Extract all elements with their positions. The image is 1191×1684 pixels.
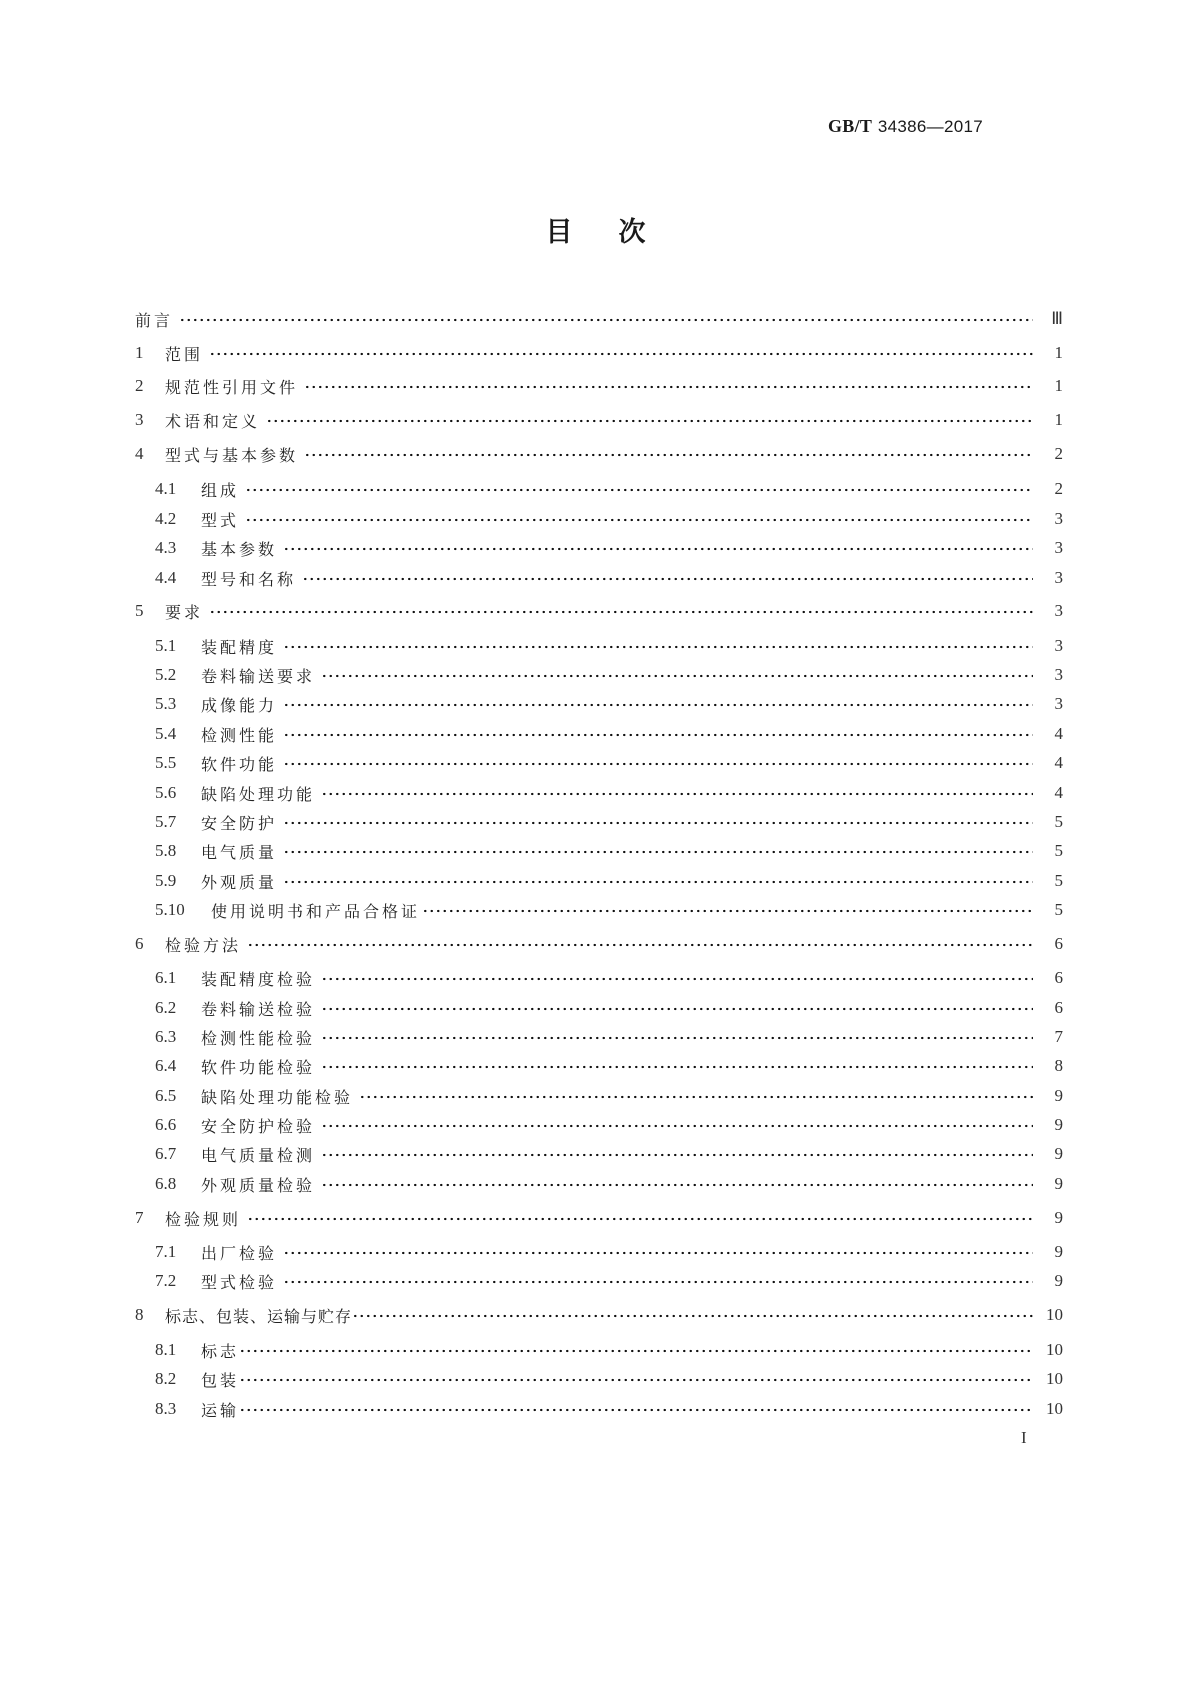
dot-leader [321, 672, 1033, 680]
toc-page: 3 [1054, 568, 1063, 587]
toc-label: 电气质量检测 [201, 1145, 316, 1165]
toc-number: 7.2 [155, 1271, 177, 1290]
dot-leader [321, 1005, 1033, 1013]
toc-page: 5 [1054, 900, 1063, 919]
toc-page: 3 [1054, 665, 1063, 684]
toc-number: 4.3 [155, 538, 177, 557]
toc-number: 6.4 [155, 1056, 177, 1075]
toc-number: 1 [135, 343, 144, 362]
toc-page: 5 [1054, 871, 1063, 890]
toc-number: 2 [135, 376, 144, 395]
toc-number: 4.1 [155, 479, 177, 498]
toc-number: 5.7 [155, 812, 177, 831]
toc-number: 5.1 [155, 636, 177, 655]
standard-number: 34386—2017 [877, 117, 983, 136]
toc-label: 检验规则 [165, 1209, 242, 1229]
toc-page: 5 [1054, 812, 1063, 831]
dot-leader [247, 1215, 1033, 1223]
toc-label: 成像能力 [201, 695, 278, 715]
dot-leader [422, 907, 1033, 915]
toc-entry[interactable] [135, 1269, 1063, 1293]
toc-label: 外观质量检验 [201, 1175, 316, 1195]
dot-leader [304, 451, 1033, 459]
toc-label: 型号和名称 [201, 569, 297, 589]
toc-number: 5.10 [155, 900, 185, 919]
toc-label: 要求 [165, 602, 204, 622]
dot-leader [283, 545, 1033, 553]
toc-entry[interactable] [135, 966, 1063, 990]
toc-entry[interactable] [135, 1025, 1063, 1049]
toc-entry[interactable] [135, 442, 1063, 466]
toc-page: 6 [1054, 968, 1063, 987]
toc-page: 10 [1046, 1399, 1063, 1418]
dot-leader [321, 1122, 1033, 1130]
dot-leader [302, 575, 1033, 583]
toc-label: 前言 [135, 310, 174, 330]
standard-code [828, 116, 983, 137]
toc-page: 9 [1054, 1086, 1063, 1105]
dot-leader [321, 790, 1033, 798]
toc-page: 3 [1054, 509, 1063, 528]
toc-entry[interactable] [135, 408, 1063, 432]
toc-label: 规范性引用文件 [165, 377, 299, 397]
toc-entry[interactable] [135, 507, 1063, 531]
toc-page: 10 [1046, 1369, 1063, 1388]
toc-entry[interactable] [135, 1240, 1063, 1264]
dot-leader [283, 1278, 1033, 1286]
toc-entry[interactable] [135, 566, 1063, 590]
toc-label: 缺陷处理功能检验 [201, 1087, 354, 1107]
toc-page: 9 [1054, 1242, 1063, 1261]
toc-page: 6 [1054, 998, 1063, 1017]
toc-label: 卷料输送要求 [201, 666, 316, 686]
dot-leader [321, 975, 1033, 983]
toc-page: 9 [1054, 1271, 1063, 1290]
toc-label: 范围 [165, 344, 204, 364]
toc-label: 卷料输送检验 [201, 999, 316, 1019]
toc-entry[interactable] [135, 898, 1063, 922]
toc-page: 2 [1054, 479, 1063, 498]
page-title [0, 210, 1191, 249]
dot-leader [283, 819, 1033, 827]
toc-page: 7 [1054, 1027, 1063, 1046]
dot-leader [283, 1249, 1033, 1257]
toc-number: 7 [135, 1208, 144, 1227]
toc-entry[interactable] [135, 692, 1063, 716]
toc-page: 9 [1054, 1115, 1063, 1134]
toc-number: 6.1 [155, 968, 177, 987]
toc-entry[interactable] [135, 536, 1063, 560]
toc-page: 9 [1054, 1208, 1063, 1227]
toc-page: 8 [1054, 1056, 1063, 1075]
dot-leader [304, 383, 1033, 391]
toc-page: 1 [1054, 410, 1063, 429]
toc-page: 3 [1054, 694, 1063, 713]
toc-entry[interactable] [135, 599, 1063, 623]
dot-leader [359, 1093, 1033, 1101]
dot-leader [209, 350, 1033, 358]
toc-label: 型式检验 [201, 1272, 278, 1292]
dot-leader [245, 486, 1033, 494]
toc-label: 标志、包装、运输与贮存 [165, 1306, 353, 1326]
toc-page: 9 [1054, 1144, 1063, 1163]
toc-number: 8.2 [155, 1369, 177, 1388]
dot-leader [239, 1347, 1033, 1355]
toc-number: 8 [135, 1305, 144, 1324]
toc-number: 8.1 [155, 1340, 177, 1359]
toc-entry[interactable] [135, 996, 1063, 1020]
toc-entry[interactable] [135, 869, 1063, 893]
toc-number: 4.4 [155, 568, 177, 587]
toc-label: 检验方法 [165, 935, 242, 955]
toc-number: 5.3 [155, 694, 177, 713]
toc-page: 10 [1046, 1340, 1063, 1359]
toc-entry[interactable] [135, 1142, 1063, 1166]
dot-leader [179, 316, 1033, 324]
toc-number: 5.8 [155, 841, 177, 860]
toc-entry[interactable] [135, 839, 1063, 863]
title-char-2: 次 [618, 217, 646, 248]
toc-number: 4 [135, 444, 144, 463]
toc-number: 6.2 [155, 998, 177, 1017]
toc-entry[interactable] [135, 1338, 1063, 1362]
toc-number: 6.6 [155, 1115, 177, 1134]
toc-label: 出厂检验 [201, 1243, 278, 1263]
toc-page: 4 [1054, 724, 1063, 743]
toc-label: 运输 [201, 1400, 240, 1420]
toc-label: 检测性能 [201, 725, 278, 745]
toc-number: 5 [135, 601, 144, 620]
toc-number: 6.3 [155, 1027, 177, 1046]
toc-number: 7.1 [155, 1242, 177, 1261]
toc-entry[interactable] [135, 477, 1063, 501]
toc-label: 使用说明书和产品合格证 [211, 901, 421, 921]
toc-number: 6.5 [155, 1086, 177, 1105]
dot-leader [239, 1376, 1033, 1384]
toc-entry[interactable] [135, 1084, 1063, 1108]
toc-number: 5.6 [155, 783, 177, 802]
dot-leader [283, 701, 1033, 709]
toc-label: 装配精度检验 [201, 969, 316, 989]
toc-number: 5.9 [155, 871, 177, 890]
dot-leader [239, 1406, 1033, 1414]
toc-entry[interactable] [135, 1303, 1063, 1327]
toc-label: 软件功能检验 [201, 1057, 316, 1077]
toc-label: 安全防护检验 [201, 1116, 316, 1136]
toc-entry[interactable] [135, 932, 1063, 956]
toc-label: 缺陷处理功能 [201, 784, 316, 804]
dot-leader [283, 731, 1033, 739]
toc-page: 4 [1054, 753, 1063, 772]
dot-leader [283, 760, 1033, 768]
toc-label: 软件功能 [201, 754, 278, 774]
toc-entry[interactable] [135, 341, 1063, 365]
toc-page: 2 [1054, 444, 1063, 463]
toc-number: 6 [135, 934, 144, 953]
dot-leader [283, 878, 1033, 886]
dot-leader [321, 1181, 1033, 1189]
toc-entry[interactable] [135, 374, 1063, 398]
toc-label: 包装 [201, 1370, 240, 1390]
toc-page: 3 [1054, 538, 1063, 557]
dot-leader [247, 941, 1033, 949]
toc-label: 基本参数 [201, 539, 278, 559]
toc-number: 5.2 [155, 665, 177, 684]
toc-number: 4.2 [155, 509, 177, 528]
toc-label: 型式 [201, 510, 240, 530]
dot-leader [283, 848, 1033, 856]
toc-label: 检测性能检验 [201, 1028, 316, 1048]
dot-leader [321, 1063, 1033, 1071]
toc-entry[interactable] [135, 1367, 1063, 1391]
toc-entry[interactable] [135, 751, 1063, 775]
toc-page: Ⅲ [1051, 309, 1063, 328]
toc-entry[interactable] [135, 663, 1063, 687]
dot-leader [352, 1312, 1033, 1320]
toc-number: 5.5 [155, 753, 177, 772]
toc-number: 6.8 [155, 1174, 177, 1193]
toc-page: 1 [1054, 343, 1063, 362]
page-number: I [1021, 1428, 1027, 1447]
toc-entry[interactable] [135, 810, 1063, 834]
toc-label: 外观质量 [201, 872, 278, 892]
toc-label: 术语和定义 [165, 411, 261, 431]
title-char-1: 目 [545, 217, 573, 248]
toc-label: 组成 [201, 480, 240, 500]
toc-number: 3 [135, 410, 144, 429]
toc-page: 1 [1054, 376, 1063, 395]
toc-page: 5 [1054, 841, 1063, 860]
toc-entry-foreword[interactable] [135, 307, 1063, 331]
toc-number: 8.3 [155, 1399, 177, 1418]
dot-leader [209, 608, 1033, 616]
toc-entry[interactable] [135, 1113, 1063, 1137]
toc-number: 5.4 [155, 724, 177, 743]
toc-entry[interactable] [135, 1172, 1063, 1196]
toc-page: 3 [1054, 601, 1063, 620]
dot-leader [245, 516, 1033, 524]
toc-label: 型式与基本参数 [165, 445, 299, 465]
toc-page: 4 [1054, 783, 1063, 802]
toc-page: 3 [1054, 636, 1063, 655]
toc-entry[interactable] [135, 722, 1063, 746]
toc-label: 标志 [201, 1341, 240, 1361]
dot-leader [321, 1151, 1033, 1159]
dot-leader [283, 643, 1033, 651]
dot-leader [321, 1034, 1033, 1042]
toc-page: 9 [1054, 1174, 1063, 1193]
toc-label: 电气质量 [201, 842, 278, 862]
toc-label: 安全防护 [201, 813, 278, 833]
toc-page: 6 [1054, 934, 1063, 953]
toc-entry[interactable] [135, 1054, 1063, 1078]
toc-entry[interactable] [135, 1206, 1063, 1230]
standard-prefix: GB/T [827, 116, 873, 136]
dot-leader [266, 417, 1033, 425]
toc-page: 10 [1046, 1305, 1063, 1324]
toc-number: 6.7 [155, 1144, 177, 1163]
toc-label: 装配精度 [201, 637, 278, 657]
toc-entry[interactable] [135, 781, 1063, 805]
toc-entry[interactable] [135, 634, 1063, 658]
toc-entry[interactable] [135, 1397, 1063, 1421]
